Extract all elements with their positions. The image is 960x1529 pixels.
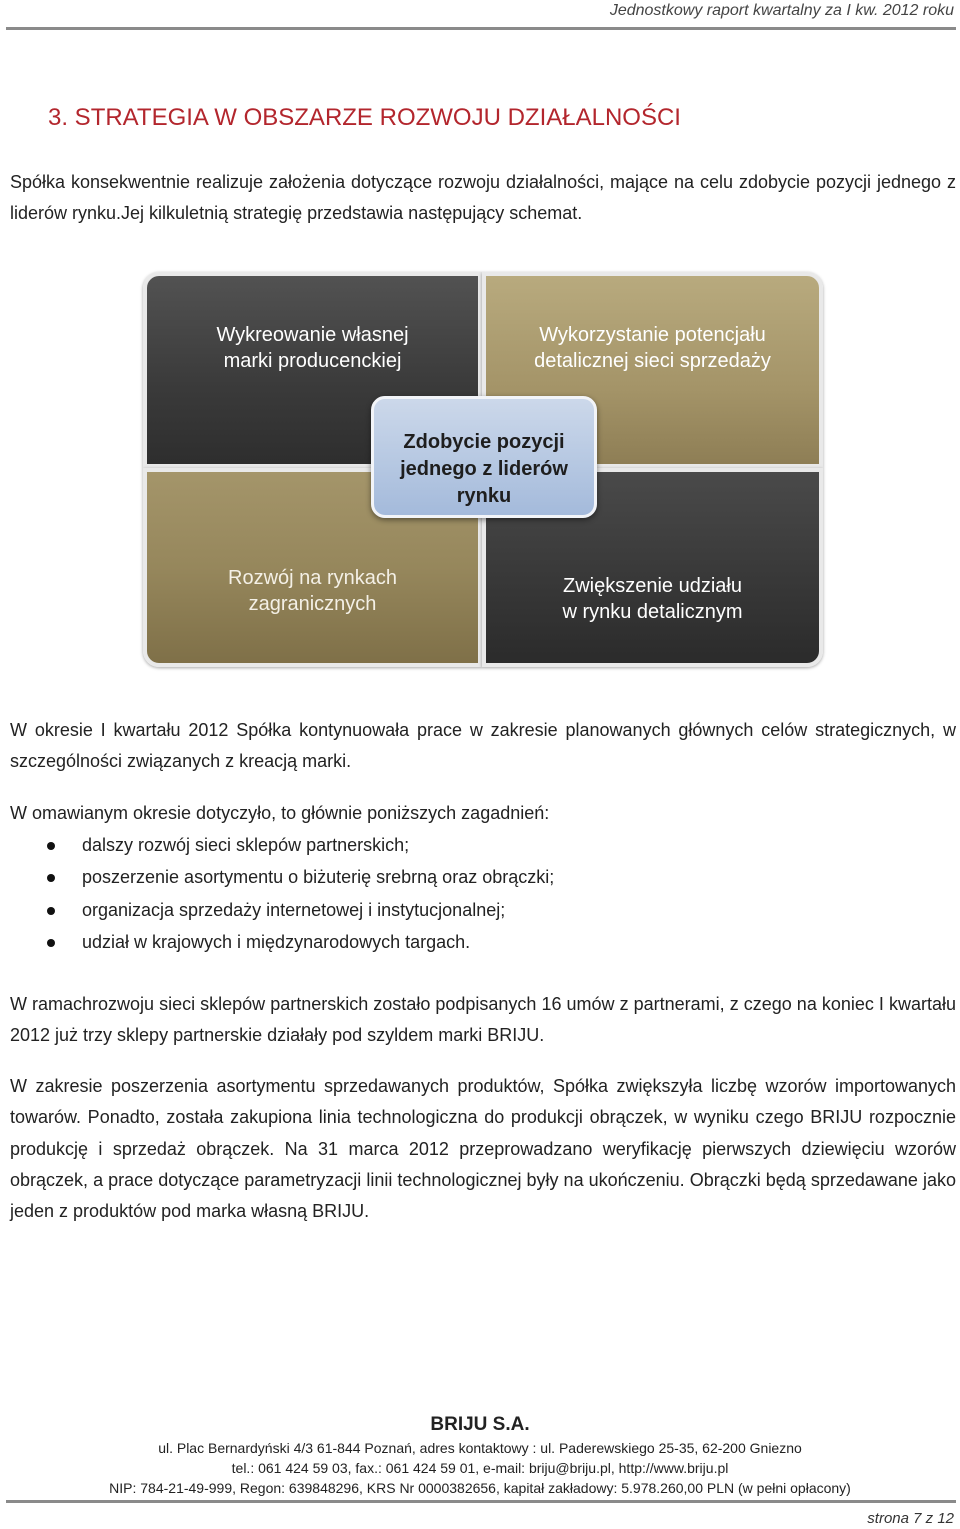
quadrant-label-line: w rynku detalicznym [562, 601, 743, 623]
list-item [10, 861, 950, 893]
list-item-text: poszerzenie asortymentu o biżuterię srebrną oraz obrączki; [82, 867, 555, 888]
partners-paragraph: W ramachrozwoju sieci sklepów partnerskich zostało podpisanych 16 umów z partnerami, z czego na koniec I kwartału 2012 już trzy sklepy partnerskie działały pod szyldem marki BRIJU. [10, 994, 956, 1046]
quadrant-label-line: Zwiększenie udziału [563, 575, 742, 597]
list-item-text: udział w krajowych i międzynarodowych targach. [82, 931, 471, 952]
bullet-icon [47, 939, 55, 947]
quadrant-label-line: Wykorzystanie potencjału [539, 324, 766, 346]
footer-divider [6, 1500, 956, 1503]
footer-contact: tel.: 061 424 59 03, fax.: 061 424 59 01, e-mail: briju@briju.pl, http://www.briju.pl [231, 1460, 729, 1476]
quadrant-label-line: Wykreowanie własnej [216, 324, 409, 346]
report-title: Jednostkowy raport kwartalny za I kw. 2012 roku [609, 2, 954, 19]
quadrant-label-line: Rozwój na rynkach [228, 567, 397, 589]
diagram-center-goal [371, 396, 597, 518]
quadrant-label-line: zagranicznych [248, 593, 377, 615]
center-label-line: rynku [456, 485, 512, 507]
center-label-line: Zdobycie pozycji [403, 431, 565, 453]
intro-paragraph: Spółka konsekwentnie realizuje założenia dotyczące rozwoju działalności, mające na celu zdobycie pozycji jednego z liderów rynku.Jej kilkuletnią strategię przedstawia następujący schemat. [10, 172, 956, 224]
header-divider [6, 27, 956, 30]
topics-list [10, 829, 950, 958]
footer-address: ul. Plac Bernardyński 4/3 61-844 Poznań, adres kontaktowy : ul. Paderewskiego 25-35, 62-200 Gniezno [158, 1440, 802, 1456]
quadrant-label-line: marki producenckiej [223, 350, 402, 372]
bullet-icon [47, 874, 55, 882]
q1-work-paragraph: W okresie I kwartału 2012 Spółka kontynuowała prace w zakresie planowanych głównych celów strategicznych, w szczególności związanych z kreacją marki. [10, 720, 956, 772]
page-footer [0, 1412, 960, 1498]
page-number: strona 7 z 12 [867, 1510, 954, 1527]
list-item [10, 926, 950, 958]
center-label-line: jednego z liderów [400, 458, 568, 480]
section-title: 3. STRATEGIA W OBSZARZE ROZWOJU DZIAŁALNOŚCI [48, 104, 681, 131]
topics-intro-paragraph: W omawianym okresie dotyczyło, to głównie poniższych zagadnień: [10, 803, 550, 823]
bullet-icon [47, 842, 55, 850]
page-header [0, 0, 960, 30]
bullet-icon [47, 907, 55, 915]
strategy-diagram [143, 272, 823, 667]
list-item-text: dalszy rozwój sieci sklepów partnerskich; [82, 835, 410, 855]
footer-company-name: BRIJU S.A. [430, 1414, 530, 1435]
list-item-text: organizacja sprzedaży internetowej i instytucjonalnej; [82, 899, 506, 920]
assortment-paragraph: W zakresie poszerzenia asortymentu sprzedawanych produktów, Spółka zwiększyła liczbę wzorów importowanych towarów. Ponadto, została zakupiona linia technologiczna do produkcji obrączek, w wyniku czego BRIJU rozpocznie produkcję i sprzedaż obrączek. Na 31 marca 2012 przeprowadzano weryfikację pierwszych dziewięciu wzorów obrączek, a prace dotyczące parametryzacji linii technologicznej były na ukończeniu. Obrączki będą sprzedawane jako jeden z produktów pod marka własną BRIJU. [10, 1076, 956, 1222]
footer-registry: NIP: 784-21-49-999, Regon: 639848296, KRS Nr 0000382656, kapitał zakładowy: 5.978.260,00 PLN (w pełni opłacony) [109, 1480, 851, 1496]
quadrant-label-line: detalicznej sieci sprzedaży [534, 350, 771, 372]
list-item [10, 894, 950, 926]
list-item [10, 829, 950, 861]
